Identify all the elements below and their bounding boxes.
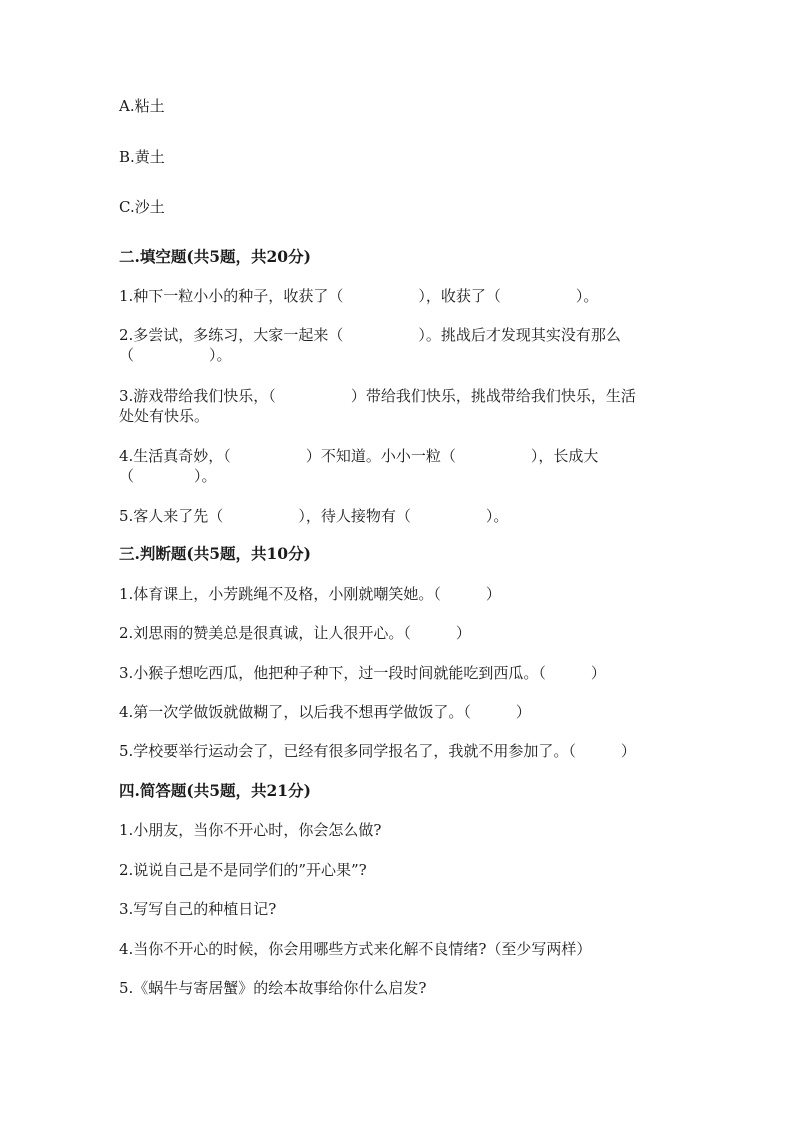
short-answer-question-4: 4.当你不开心的时候，你会用哪些方式来化解不良情绪?（至少写两样） <box>119 940 592 958</box>
short-answer-question-1: 1.小朋友，当你不开心时，你会怎么做? <box>119 821 382 839</box>
judge-question-1: 1.体育课上，小芳跳绳不及格，小刚就嘲笑她。（ ） <box>119 585 501 603</box>
fill-in-question-3-cont: 处处有快乐。 <box>119 407 210 425</box>
fill-in-question-3: 3.游戏带给我们快乐，（ ）带给我们快乐，挑战带给我们快乐，生活 <box>119 387 636 405</box>
fill-in-question-5: 5.客人来了先（ ），待人接物有（ ）。 <box>119 507 509 525</box>
judge-question-2: 2.刘思雨的赞美总是很真诚，让人很开心。（ ） <box>119 624 471 642</box>
fill-in-question-4: 4.生活真奇妙，（ ）不知道。小小一粒（ ），长成大 <box>119 447 599 465</box>
short-answer-question-2: 2.说说自己是不是同学们的”开心果”? <box>119 861 367 879</box>
option-a: A.粘土 <box>119 97 165 115</box>
option-b: B.黄土 <box>119 148 165 166</box>
fill-in-question-2-cont: （ ）。 <box>119 346 232 364</box>
short-answer-question-3: 3.写写自己的种植日记? <box>119 900 277 918</box>
option-c: C.沙土 <box>119 198 165 216</box>
section-heading-judge: 三.判断题(共5题，共10分) <box>119 544 311 563</box>
fill-in-question-1: 1.种下一粒小小的种子，收获了（ ），收获了（ ）。 <box>119 287 599 305</box>
fill-in-question-4-cont: （ ）。 <box>119 467 217 485</box>
section-heading-fill-in: 二.填空题(共5题，共20分) <box>119 247 311 266</box>
short-answer-question-5: 5.《蜗牛与寄居蟹》的绘本故事给你什么启发? <box>119 979 427 997</box>
judge-question-3: 3.小猴子想吃西瓜，他把种子种下，过一段时间就能吃到西瓜。（ ） <box>119 664 606 682</box>
section-heading-short-answer: 四.简答题(共5题，共21分) <box>119 781 311 800</box>
fill-in-question-2: 2.多尝试，多练习，大家一起来（ ）。挑战后才发现其实没有那么 <box>119 326 621 344</box>
judge-question-4: 4.第一次学做饭就做糊了，以后我不想再学做饭了。（ ） <box>119 703 531 721</box>
judge-question-5: 5.学校要举行运动会了，已经有很多同学报名了，我就不用参加了。（ ） <box>119 742 636 760</box>
